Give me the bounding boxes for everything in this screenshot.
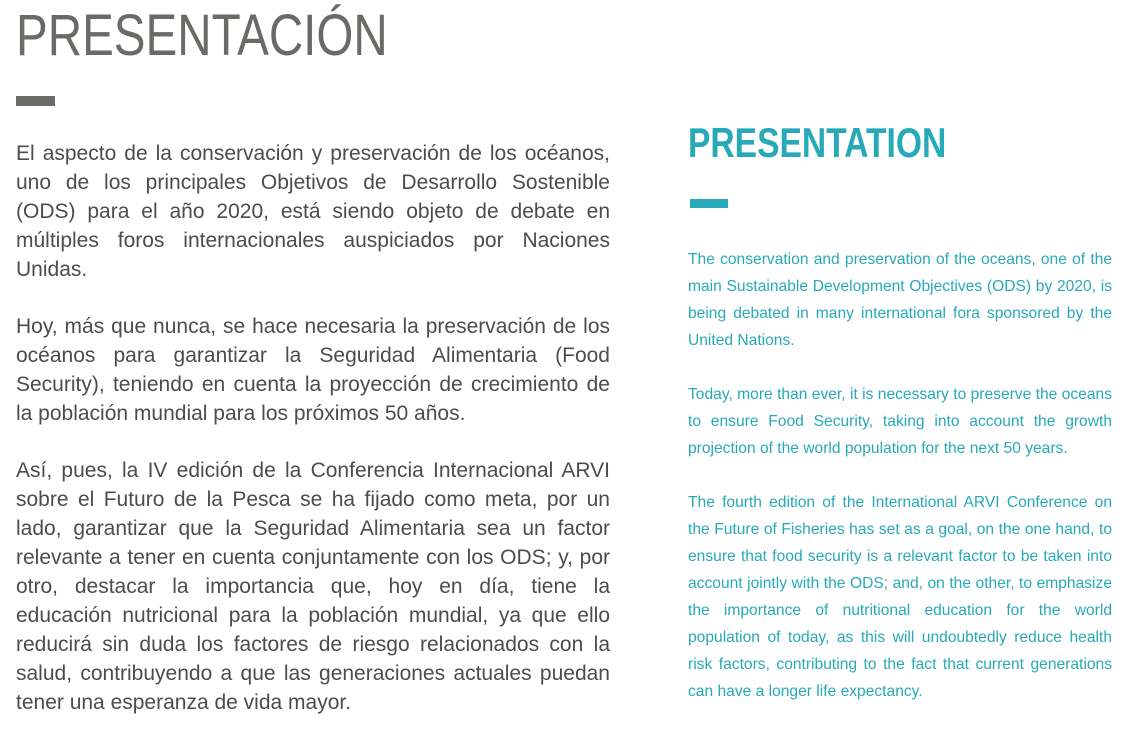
english-paragraph-3: The fourth edition of the International ARVI Conference on the Future of Fisheries has set as a goal, on the one hand, to ensure that food security is a relevant factor to be taken into account jointly with the ODS; and, on the other, to emphasize the importance of nutritional education for the world population of today, as this will undoubtedly reduce health risk factors, contributing to the fact that current generations can have a longer life expectancy.	[688, 494, 1112, 700]
spanish-body	[16, 139, 610, 717]
spanish-paragraph-3: Así, pues, la IV edición de la Conferencia Internacional ARVI sobre el Futuro de la Pesca se ha fijado como meta, por un lado, garantizar que la Seguridad Alimentaria sea un factor relevante a tener en cuenta conjuntamente con los ODS; y, por otro, destacar la importancia que, hoy en día, tiene la educación nutricional para la población mundial, ya que ello reducirá sin duda los factores de riesgo relacionados con la salud, contribuyendo a que las generaciones actuales puedan tener una esperanza de vida mayor.	[16, 459, 610, 714]
spanish-paragraph-2: Hoy, más que nunca, se hace necesaria la preservación de los océanos para garantizar la Seguridad Alimentaria (Food Security), teniendo en cuenta la proyección de crecimiento de la población mundial para los próximos 50 años.	[16, 315, 610, 425]
spanish-title-underline	[16, 96, 55, 106]
english-title: PRESENTATION	[688, 119, 947, 166]
english-title-underline	[690, 199, 728, 208]
spanish-title: PRESENTACIÓN	[16, 3, 388, 68]
english-body	[688, 246, 1112, 705]
english-paragraph-2: Today, more than ever, it is necessary to preserve the oceans to ensure Food Security, taking into account the growth projection of the world population for the next 50 years.	[688, 386, 1112, 457]
english-paragraph-1: The conservation and preservation of the oceans, one of the main Sustainable Development Objectives (ODS) by 2020, is being debated in many international fora sponsored by the United Nations.	[688, 251, 1112, 349]
spanish-paragraph-1: El aspecto de la conservación y preservación de los océanos, uno de los principales Objetivos de Desarrollo Sostenible (ODS) para el año 2020, está siendo objeto de debate en múltiples foros internacionales auspiciados por Naciones Unidas.	[16, 142, 610, 281]
